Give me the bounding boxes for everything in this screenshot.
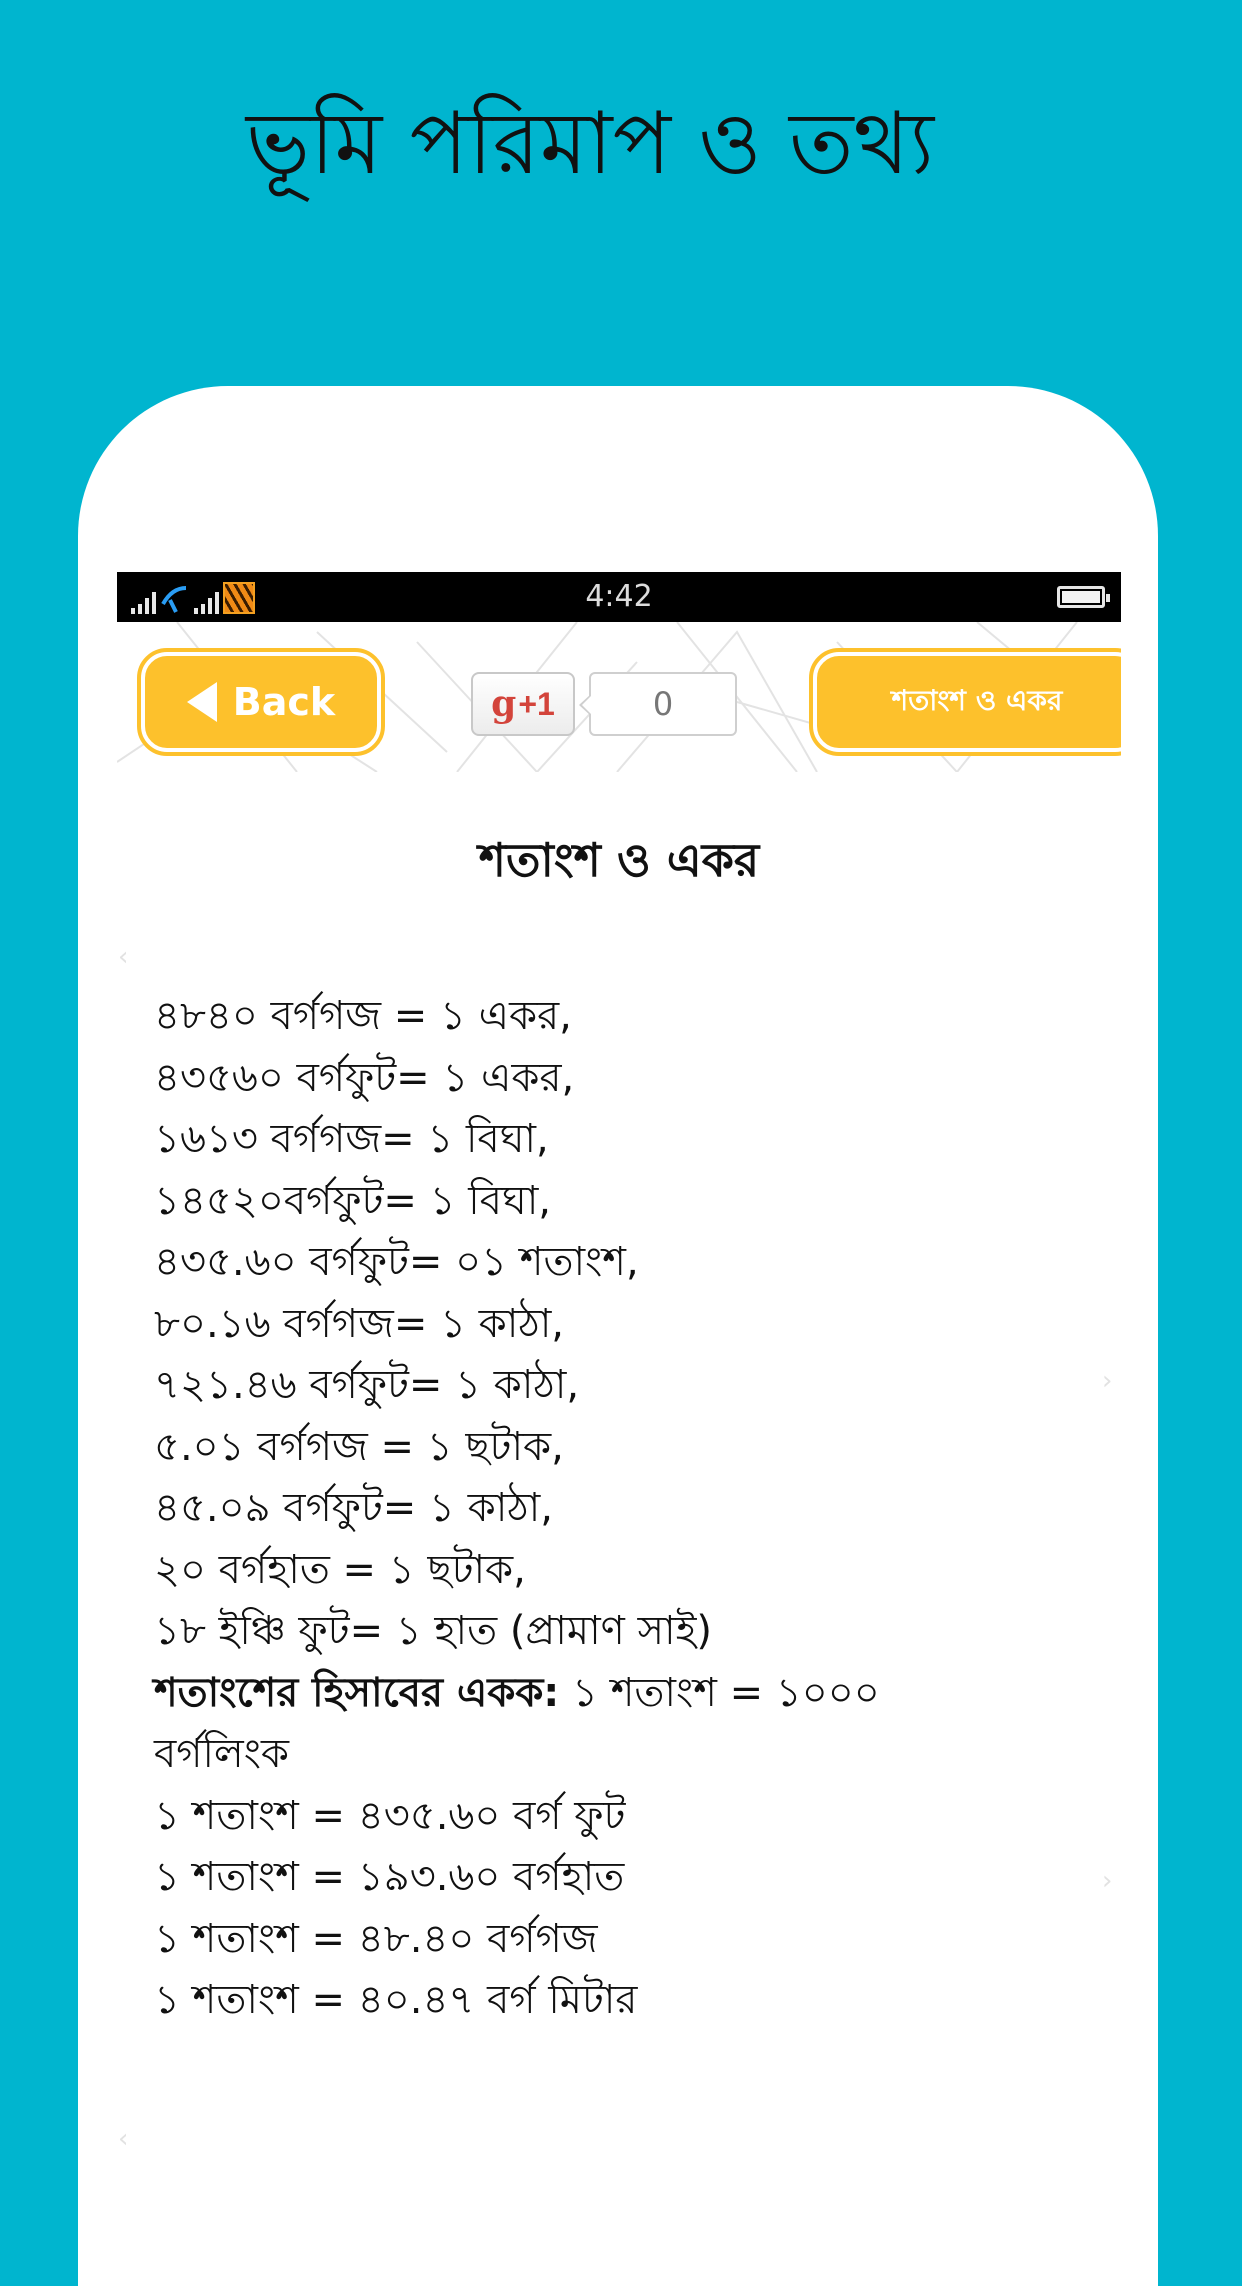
back-button[interactable] [141, 652, 381, 752]
status-bar [117, 572, 1121, 622]
status-time: 4:42 [585, 579, 653, 614]
decor-mark: ‹ [118, 942, 129, 972]
battery-icon [1057, 586, 1105, 608]
google-plus-label: +1 [518, 685, 555, 722]
decor-mark: ‹ [118, 2124, 129, 2154]
back-arrow-icon [187, 682, 217, 722]
content-line: ৫.০১ বর্গগজ = ১ ছটাক, [154, 1423, 564, 1470]
unit-heading-value: ১ শতাংশ = ১০০০ [559, 1669, 880, 1716]
google-plus-g-icon: g [491, 683, 517, 725]
toolbar [117, 622, 1121, 772]
unit-heading-line [154, 1663, 1054, 1725]
content-line: ৪৩৫৬০ বর্গফুট= ১ একর, [154, 1054, 575, 1101]
content-line: ১ শতাংশ = ১৯৩.৬০ বর্গহাত [154, 1854, 625, 1900]
content-line: ১ শতাংশ = ৪০.৪৭ বর্গ মিটার [154, 1977, 638, 2023]
content-line: ১৬১৩ বর্গগজ= ১ বিঘা, [154, 1116, 549, 1162]
content-line: ৪৫.০৯ বর্গফুট= ১ কাঠা, [154, 1485, 553, 1531]
promo-headline: ভূমি পরিমাপ ও তথ্য [245, 94, 935, 194]
unit-heading-continuation: বর্গলিংক [154, 1731, 289, 1777]
google-plus-count: 0 [589, 672, 737, 736]
google-plus-one-button[interactable] [471, 672, 575, 736]
decor-mark: › [1102, 1366, 1113, 1396]
unit-heading: শতাংশের হিসাবের একক: [154, 1669, 560, 1716]
content-line: ৪৮৪০ বর্গগজ = ১ একর, [154, 993, 572, 1039]
topic-button-label: শতাংশ ও একর [891, 683, 1063, 717]
content-line: ৮০.১৬ বর্গগজ= ১ কাঠা, [154, 1300, 565, 1347]
content-line: ১৪৫২০বর্গফুট= ১ বিঘা, [154, 1177, 552, 1224]
content-line: ২০ বর্গহাত = ১ ছটাক, [154, 1546, 526, 1593]
content-body [154, 986, 1054, 2032]
topic-button[interactable] [813, 652, 1121, 752]
phone-frame [78, 386, 1158, 2286]
content-line: ৪৩৫.৬০ বর্গফুট= ০১ শতাংশ, [154, 1239, 639, 1285]
content-line: ১৮ ইঞ্চি ফুট= ১ হাত (প্রামাণ সাই) [154, 1608, 713, 1654]
decor-mark: › [1102, 1866, 1113, 1896]
content-line: ৭২১.৪৬ বর্গফুট= ১ কাঠা, [154, 1362, 580, 1408]
back-button-label: Back [232, 680, 336, 724]
content-line: ১ শতাংশ = ৪৮.৪০ বর্গগজ [154, 1915, 598, 1962]
content-title: শতাংশ ও একর [478, 833, 760, 887]
content-line: ১ শতাংশ = ৪৩৫.৬০ বর্গ ফুট [154, 1792, 626, 1839]
